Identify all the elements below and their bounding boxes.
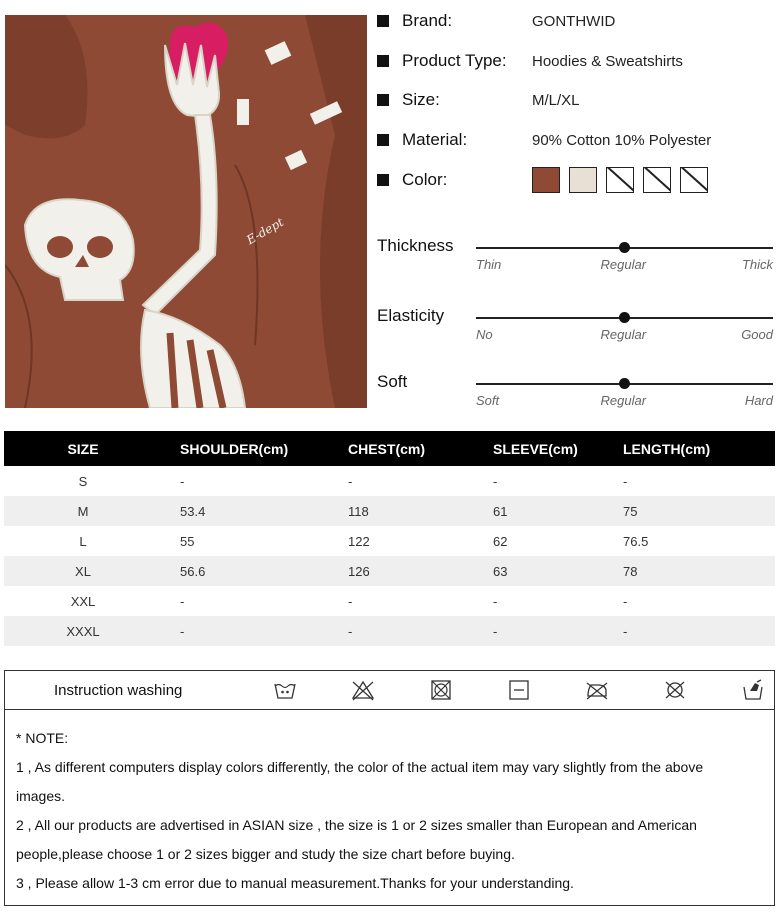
do-not-dry-clean-icon — [663, 679, 687, 701]
size-chart — [4, 431, 775, 646]
color-swatch[interactable] — [532, 167, 560, 193]
measurement-cell: 62 — [493, 533, 508, 549]
attribute-soft — [377, 372, 775, 422]
washing-label: Instruction washing — [54, 681, 183, 699]
measurement-cell: 118 — [330, 496, 475, 526]
spec-value: Hoodies & Sweatshirts — [532, 52, 683, 70]
measurement-cell: - — [493, 593, 498, 609]
do-not-tumble-dry-icon — [429, 679, 453, 701]
color-swatch[interactable] — [680, 167, 708, 193]
color-swatches — [532, 167, 708, 193]
size-cell: XXXL — [4, 616, 162, 646]
spec-value: GONTHWID — [532, 12, 616, 30]
spec-value: M/L/XL — [532, 91, 580, 109]
attribute-low-label: No — [476, 327, 493, 342]
size-row — [4, 616, 775, 646]
attribute-mid-label: Regular — [600, 393, 647, 408]
color-swatch[interactable] — [606, 167, 634, 193]
attribute-name: Thickness — [377, 236, 454, 255]
measurement-cell: 75 — [605, 496, 775, 526]
bullet-icon — [377, 15, 389, 27]
bullet-icon — [377, 134, 389, 146]
measurement-cell: - — [180, 473, 185, 489]
size-cell: XL — [4, 556, 162, 586]
size-row — [4, 496, 775, 526]
attribute-high-label: Hard — [744, 393, 773, 408]
attribute-low-label: Soft — [476, 393, 500, 408]
measurement-cell: - — [180, 593, 185, 609]
header-size: SIZE — [4, 431, 162, 466]
wring-icon — [741, 679, 765, 701]
measurement-cell: 61 — [475, 496, 605, 526]
do-not-iron-icon — [585, 679, 609, 701]
spec-label: Material: — [402, 130, 468, 149]
attribute-name: Elasticity — [377, 306, 445, 325]
spec-label: Product Type: — [402, 51, 507, 70]
color-swatch[interactable] — [643, 167, 671, 193]
product-photo — [5, 15, 367, 408]
spec-value: 90% Cotton 10% Polyester — [532, 131, 712, 149]
hand-wash-icon — [273, 679, 297, 701]
spec-label: Color: — [402, 170, 448, 189]
size-row — [4, 466, 775, 496]
note-line: 3 , Please allow 1-3 cm error due to manual measurement.Thanks for your understanding. — [16, 875, 574, 891]
size-chart-header — [4, 431, 775, 466]
measurement-cell: 55 — [180, 533, 195, 549]
measurement-cell: - — [348, 473, 353, 489]
measurement-cell: - — [623, 593, 628, 609]
note-box — [4, 710, 775, 906]
note-line: 1 , As different computers display colors differently, the color of the actual item may vary slightly from the above — [16, 759, 704, 775]
bullet-icon — [377, 94, 389, 106]
skeleton-hoodie-photo — [5, 15, 367, 408]
attribute-level-marker — [619, 312, 630, 323]
header-length: LENGTH(cm) — [605, 431, 775, 466]
color-swatch[interactable] — [569, 167, 597, 193]
attribute-thickness — [377, 236, 775, 286]
measurement-cell: - — [475, 616, 605, 646]
measurement-cell: - — [605, 616, 775, 646]
note-line: people,please choose 1 or 2 sizes bigger and study the size chart before buying. — [16, 846, 515, 862]
measurement-cell: 126 — [330, 556, 475, 586]
spec-color — [377, 167, 777, 193]
spec-label: Size: — [402, 90, 440, 109]
attribute-level-marker — [619, 242, 630, 253]
measurement-cell: 53.4 — [162, 496, 330, 526]
header-sleeve: SLEEVE(cm) — [475, 431, 605, 466]
attribute-level-marker — [619, 378, 630, 389]
measurement-cell: - — [348, 593, 353, 609]
attribute-elasticity — [377, 306, 775, 356]
attribute-mid-label: Regular — [600, 327, 647, 342]
washing-icons — [273, 679, 780, 701]
measurement-cell: 63 — [475, 556, 605, 586]
size-row — [4, 556, 775, 586]
measurement-cell: 122 — [348, 533, 370, 549]
attribute-high-label: Good — [741, 327, 773, 342]
size-cell: L — [79, 533, 87, 549]
spec-brand — [377, 8, 777, 34]
measurement-cell: - — [162, 616, 330, 646]
spec-size — [377, 87, 777, 113]
measurement-cell: - — [623, 473, 628, 489]
washing-instructions — [4, 670, 775, 710]
size-row — [4, 526, 775, 556]
note-line: images. — [16, 788, 66, 804]
spec-material — [377, 127, 777, 153]
bullet-icon — [377, 55, 389, 67]
header-chest: CHEST(cm) — [330, 431, 475, 466]
attribute-low-label: Thin — [476, 257, 502, 272]
note-line: 2 , All our products are advertised in ASIAN size , the size is 1 or 2 sizes smaller than European and American — [16, 817, 697, 833]
measurement-cell: 76.5 — [623, 533, 649, 549]
header-shoulder: SHOULDER(cm) — [162, 431, 330, 466]
measurement-cell: 56.6 — [162, 556, 330, 586]
svg-text:E-dept: E-dept — [244, 214, 287, 248]
spec-label: Brand: — [402, 11, 453, 30]
measurement-cell: - — [493, 473, 498, 489]
attribute-name: Soft — [377, 372, 408, 391]
note-title: * NOTE: — [16, 730, 69, 746]
dry-flat-icon — [507, 679, 531, 701]
size-cell: S — [78, 473, 88, 489]
size-cell: XXL — [70, 593, 96, 609]
spec-product-type — [377, 48, 777, 74]
measurement-cell: 78 — [605, 556, 775, 586]
attribute-mid-label: Regular — [600, 257, 647, 272]
size-row — [4, 586, 775, 616]
measurement-cell: - — [330, 616, 475, 646]
attribute-high-label: Thick — [741, 257, 773, 272]
size-cell: M — [4, 496, 162, 526]
bullet-icon — [377, 174, 389, 186]
do-not-bleach-icon — [351, 679, 375, 701]
